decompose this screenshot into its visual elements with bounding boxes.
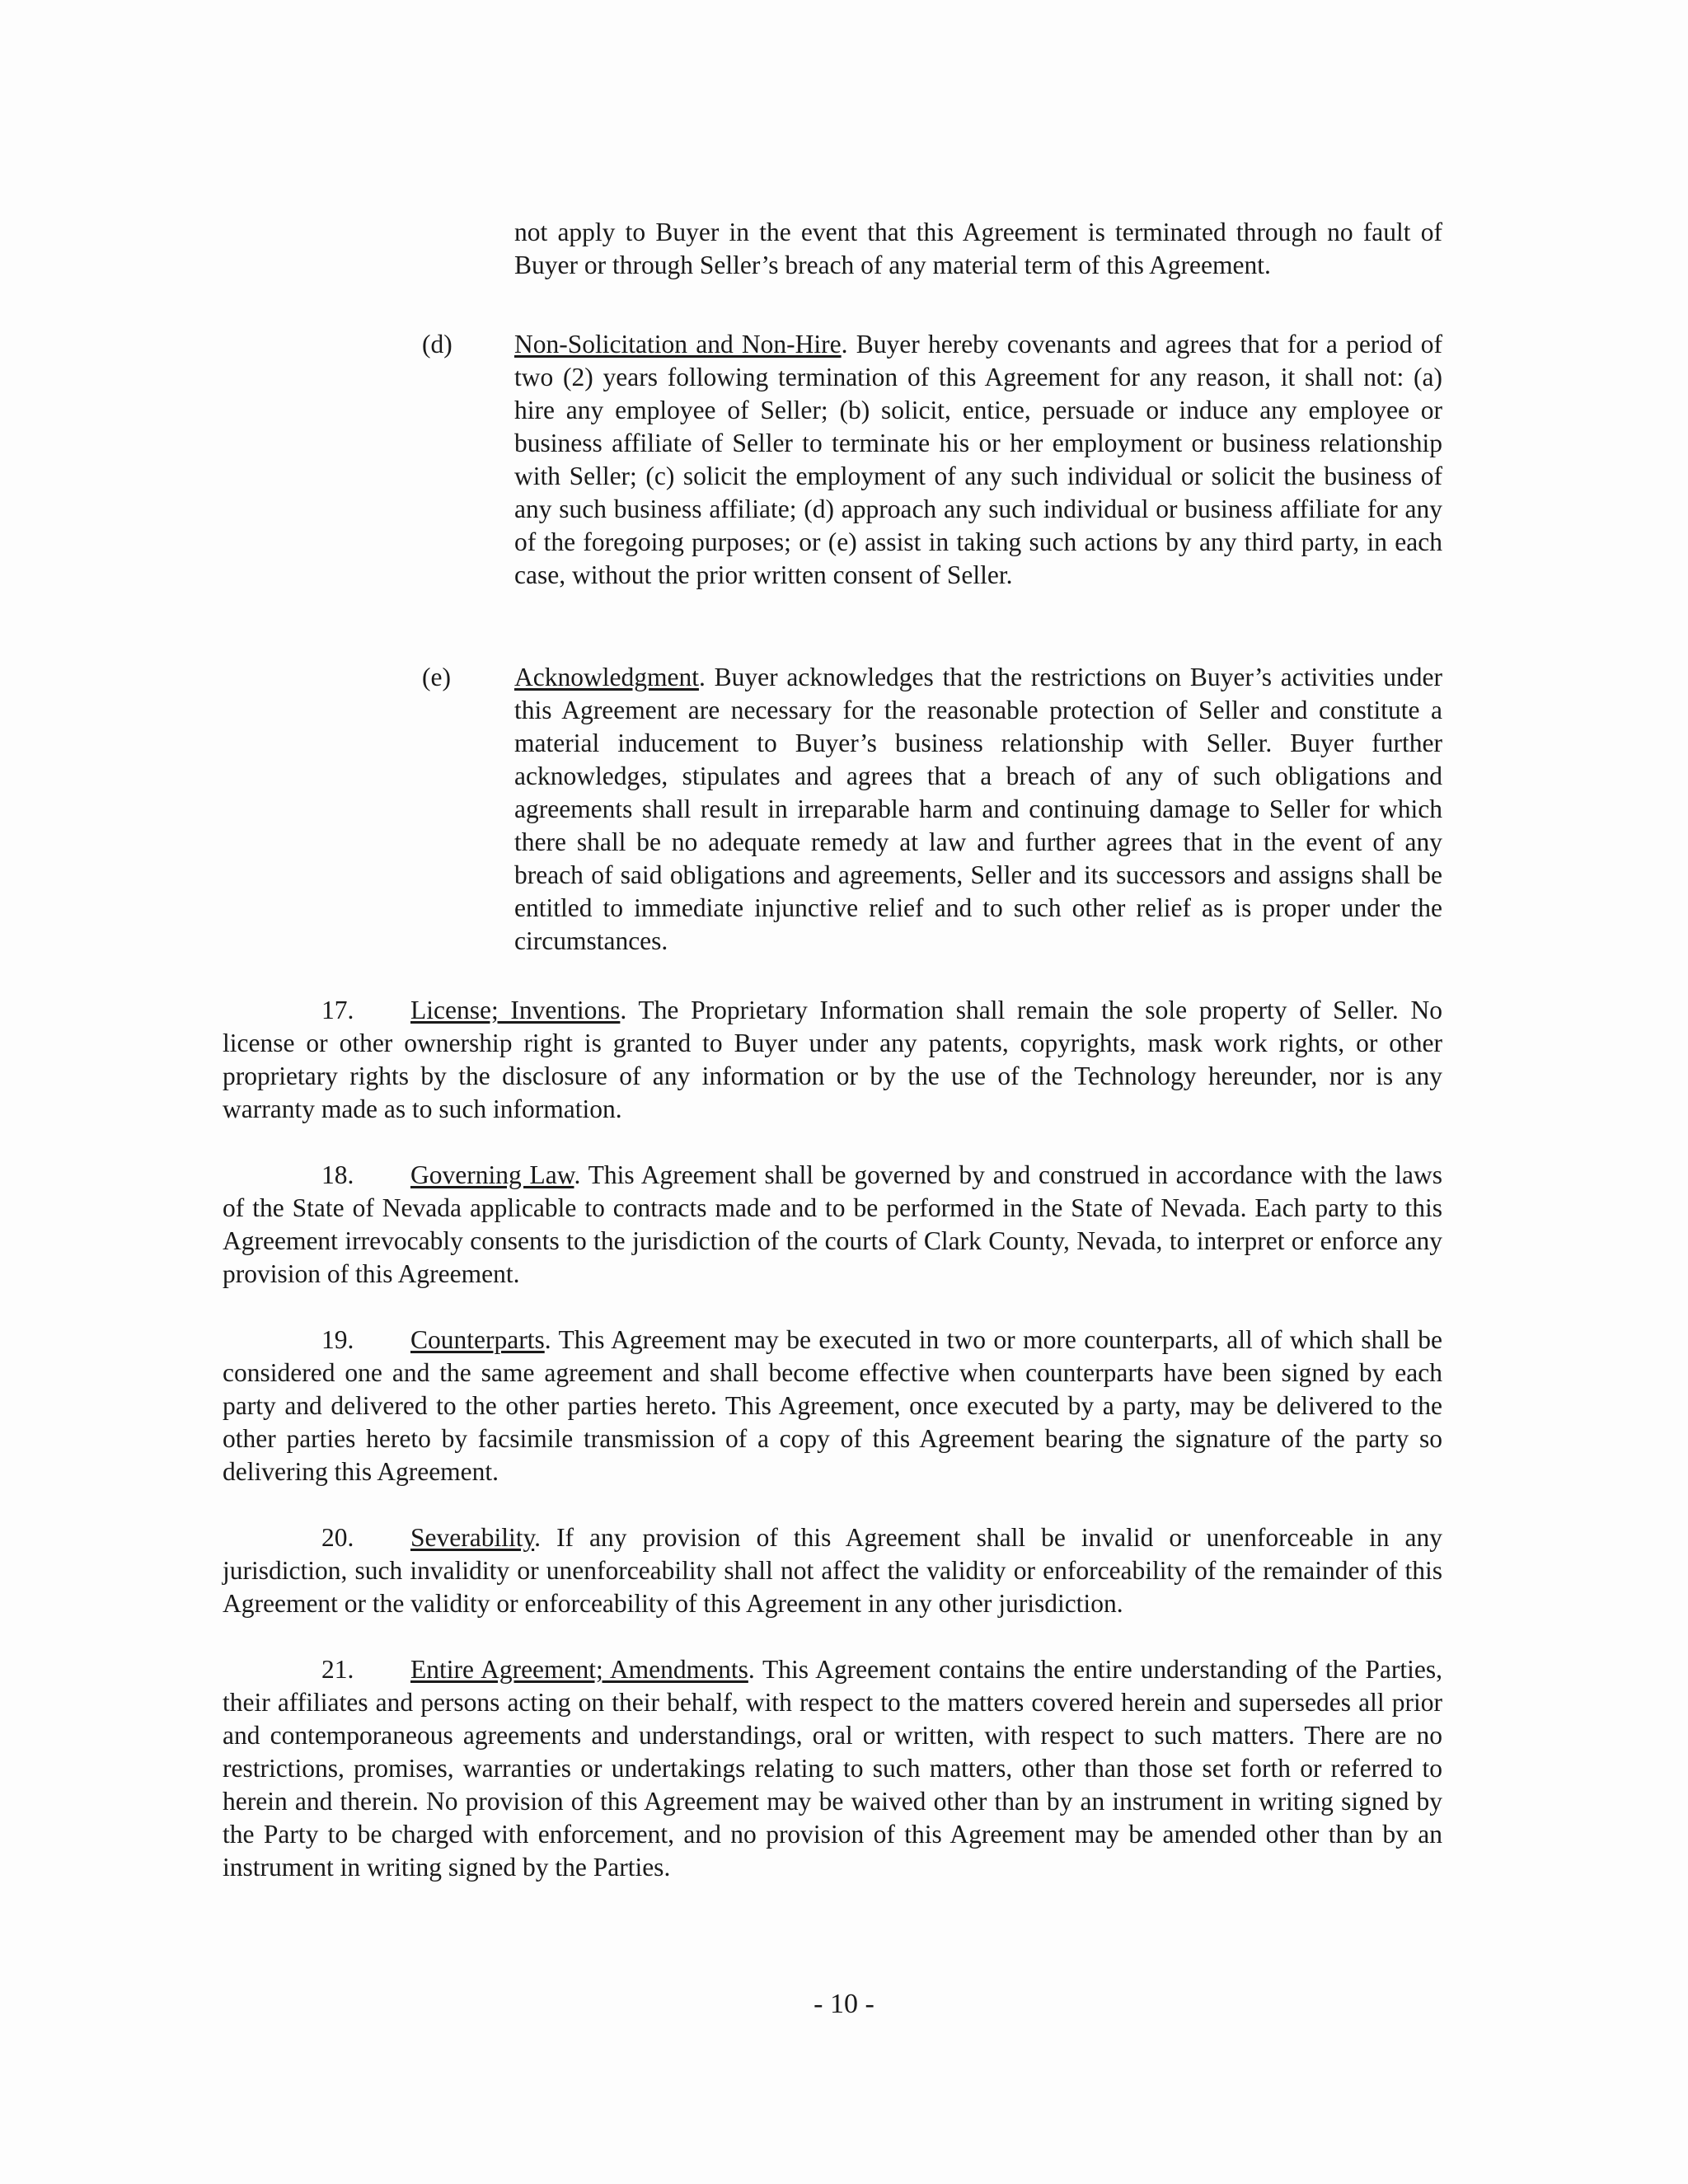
section-heading-18: Governing Law bbox=[410, 1160, 574, 1189]
subsection-text-e: . Buyer acknowledges that the restrictions on Buyer’s activities under this Agreement are necessary for the reasonable protection of Seller and constitute a material inducement to Buyer’s business relationship with Seller. Buyer further acknowledges, stipulates and agrees that a breach of any of such obligations and agreements shall result in irreparable harm and continuing damage to Seller for which there shall be no adequate remedy at law and further agrees that in the event of any breach of said obligations and agreements, Seller and its successors and assigns shall be entitled to immediate injunctive relief and to such other relief as is proper under the circumstances. bbox=[514, 663, 1442, 955]
subsection-heading-d: Non-Solicitation and Non-Hire bbox=[514, 330, 842, 359]
section-heading-21: Entire Agreement; Amendments bbox=[410, 1655, 748, 1684]
section-text-21: . This Agreement contains the entire understanding of the Parties, their affiliates and persons acting on their behalf, with respect to the matters covered herein and supersedes all prior and contemporaneous agreements and understandings, oral or written, with respect to such matters. There are no restrictions, promises, warranties or undertakings relating to such matters, other than those set forth or referred to herein and therein. No provision of this Agreement may be waived other than by an instrument in writing signed by the Party to be charged with enforcement, and no provision of this Agreement may be amended other than by an instrument in writing signed by the Parties. bbox=[223, 1655, 1442, 1882]
section-number-18: 18. bbox=[321, 1160, 354, 1189]
section-text-19: . This Agreement may be executed in two or more counterparts, all of which shall be considered one and the same agreement and shall become effective when counterparts have been signed by each party and delivered to the other parties hereto. This Agreement, once executed by a party, may be delivered to the other parties hereto by facsimile transmission of a copy of this Agreement bearing the signature of the party so delivering this Agreement. bbox=[223, 1325, 1442, 1486]
section-heading-19: Counterparts bbox=[410, 1325, 545, 1354]
section-heading-17: License; Inventions bbox=[410, 996, 621, 1024]
subsection-e bbox=[514, 661, 1442, 958]
subsection-label-d: (d) bbox=[422, 330, 452, 359]
section-number-20: 20. bbox=[321, 1523, 354, 1552]
section-text-17: . The Proprietary Information shall remain the sole property of Seller. No license or other ownership right is granted to Buyer under any patents, copyrights, mask work rights, or other proprietary rights by the disclosure of any information or by the use of the Technology hereunder, nor is any warranty made as to such information. bbox=[223, 996, 1442, 1123]
section-number-21: 21. bbox=[321, 1655, 354, 1684]
section-text-20: . If any provision of this Agreement shall be invalid or unenforceable in any jurisdiction, such invalidity or unenforceability shall not affect the validity or enforceability of the remainder of this Agreement or the validity or enforceability of this Agreement in any other jurisdiction. bbox=[223, 1523, 1442, 1618]
section-17 bbox=[223, 994, 1442, 1126]
subsection-heading-e: Acknowledgment bbox=[514, 663, 699, 691]
section-number-19: 19. bbox=[321, 1325, 354, 1354]
section-21 bbox=[223, 1653, 1442, 1884]
page-number: - 10 - bbox=[814, 1989, 874, 2019]
section-number-17: 17. bbox=[321, 996, 354, 1024]
section-heading-20: Severability bbox=[410, 1523, 535, 1552]
section-20 bbox=[223, 1521, 1442, 1620]
subsection-label-e: (e) bbox=[422, 663, 451, 691]
section-18 bbox=[223, 1159, 1442, 1291]
section-19 bbox=[223, 1324, 1442, 1488]
subsection-d bbox=[514, 328, 1442, 592]
section-text-18: . This Agreement shall be governed by and construed in accordance with the laws of the State of Nevada applicable to contracts made and to be performed in the State of Nevada. Each party to this Agreement irrevocably consents to the jurisdiction of the courts of Clark County, Nevada, to interpret or enforce any provision of this Agreement. bbox=[223, 1160, 1442, 1288]
subsection-text-d: . Buyer hereby covenants and agrees that for a period of two (2) years following termination of this Agreement for any reason, it shall not: (a) hire any employee of Seller; (b) solicit, entice, persuade or induce any employee or business affiliate of Seller to terminate his or her employment or business relationship with Seller; (c) solicit the employment of any such individual or solicit the business of any such business affiliate; (d) approach any such individual or business affiliate for any of the foregoing purposes; or (e) assist in taking such actions by any third party, in each case, without the prior written consent of Seller. bbox=[514, 330, 1443, 589]
continuation-paragraph: not apply to Buyer in the event that this Agreement is terminated through no fault of Buyer or through Seller’s breach of any material term of this Agreement. bbox=[514, 218, 1442, 279]
